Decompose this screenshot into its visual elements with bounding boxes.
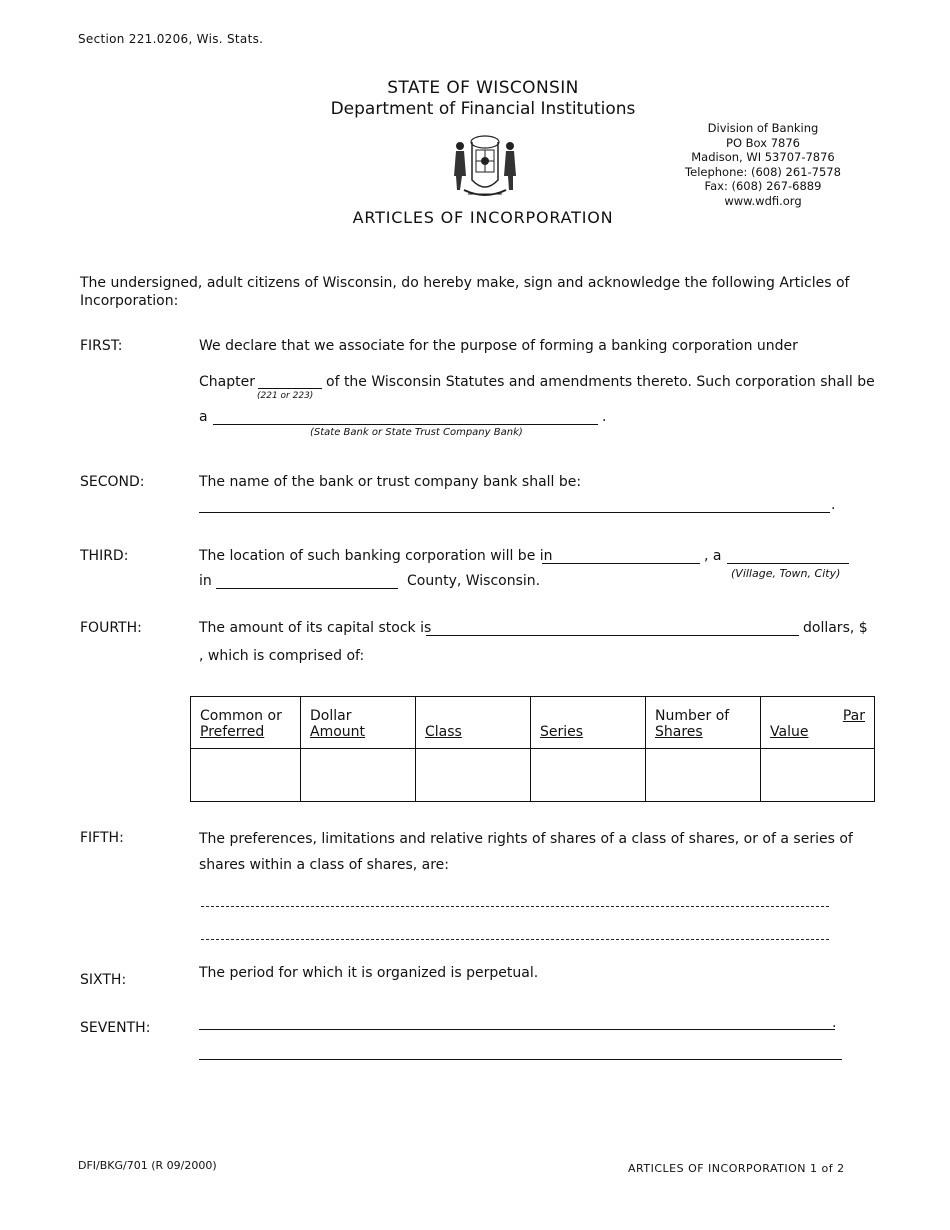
page-indicator: ARTICLES OF INCORPORATION 1 of 2 bbox=[628, 1162, 845, 1175]
second-period: . bbox=[831, 497, 836, 513]
county-text: County, Wisconsin. bbox=[407, 573, 541, 589]
preferences-field-1[interactable] bbox=[201, 906, 829, 907]
col6-line1: Par bbox=[842, 708, 865, 724]
col-par-value bbox=[761, 697, 875, 749]
location-field[interactable] bbox=[542, 563, 700, 564]
third-label: THIRD: bbox=[80, 548, 129, 564]
col-number-of-shares bbox=[646, 697, 761, 749]
statute-reference: Section 221.0206, Wis. Stats. bbox=[78, 32, 264, 46]
col1-line1: Common or bbox=[200, 708, 282, 724]
form-id: DFI/BKG/701 (R 09/2000) bbox=[78, 1159, 217, 1172]
bank-type-hint: (State Bank or State Trust Company Bank) bbox=[310, 427, 523, 438]
seventh-period: . bbox=[832, 1015, 837, 1031]
sixth-label: SIXTH: bbox=[80, 972, 127, 988]
sixth-text: The period for which it is organized is perpetual. bbox=[199, 965, 539, 981]
col2-line1: Dollar bbox=[310, 708, 352, 724]
preferences-field-2[interactable] bbox=[201, 939, 829, 940]
col5-line2: Shares bbox=[655, 724, 703, 740]
capital-stock-field[interactable] bbox=[426, 635, 799, 636]
fax: Fax: (608) 267-6889 bbox=[704, 179, 822, 193]
third-comma-a: , a bbox=[704, 548, 722, 564]
dollars-label: dollars, $ bbox=[803, 620, 868, 636]
form-title: ARTICLES OF INCORPORATION bbox=[352, 208, 614, 227]
chapter-hint: (221 or 223) bbox=[257, 391, 314, 401]
col6-line2: Value bbox=[770, 724, 809, 740]
fourth-text2: , which is comprised of: bbox=[199, 648, 365, 664]
chapter-field[interactable] bbox=[258, 388, 322, 389]
division-address bbox=[680, 121, 846, 208]
first-period: . bbox=[602, 409, 607, 425]
fourth-text: The amount of its capital stock is bbox=[199, 620, 432, 636]
telephone: Telephone: (608) 261-7578 bbox=[685, 164, 841, 179]
article-a: a bbox=[199, 409, 208, 425]
col-series bbox=[531, 697, 646, 749]
first-line2: of the Wisconsin Statutes and amendments thereto. Such corporation shall be bbox=[326, 374, 875, 390]
cell-class[interactable] bbox=[416, 749, 531, 802]
third-text: The location of such banking corporation will be in bbox=[199, 548, 553, 564]
website: www.wdfi.org bbox=[724, 193, 802, 208]
second-text: The name of the bank or trust company bank shall be: bbox=[199, 474, 582, 490]
cell-dollar-amount[interactable] bbox=[301, 749, 416, 802]
col3-label: Class bbox=[425, 724, 462, 740]
first-label: FIRST: bbox=[80, 338, 123, 354]
chapter-label: Chapter bbox=[199, 374, 255, 390]
city-line: Madison, WI 53707-7876 bbox=[691, 150, 835, 164]
col-common-preferred bbox=[191, 697, 301, 749]
col4-label: Series bbox=[540, 724, 584, 740]
fifth-label: FIFTH: bbox=[80, 830, 124, 846]
table-row[interactable] bbox=[191, 749, 875, 802]
po-box: PO Box 7876 bbox=[726, 135, 800, 150]
fourth-label: FOURTH: bbox=[80, 620, 142, 636]
cell-number-of-shares[interactable] bbox=[646, 749, 761, 802]
col-class bbox=[416, 697, 531, 749]
col5-line1: Number of bbox=[655, 708, 730, 724]
bank-type-field[interactable] bbox=[213, 424, 598, 425]
first-line1: We declare that we associate for the purpose of forming a banking corporation under bbox=[199, 338, 798, 354]
wisconsin-seal-icon bbox=[446, 124, 524, 202]
place-type-hint: (Village, Town, City) bbox=[731, 567, 841, 580]
shares-table bbox=[190, 696, 875, 802]
col-dollar-amount bbox=[301, 697, 416, 749]
place-type-field[interactable] bbox=[727, 563, 849, 564]
seventh-field-2[interactable] bbox=[199, 1059, 842, 1060]
intro-paragraph: The undersigned, adult citizens of Wisconsin, do hereby make, sign and acknowledge the following Articles of Incorporation: bbox=[80, 275, 850, 309]
third-in: in bbox=[199, 573, 212, 589]
fifth-line2: shares within a class of shares, are: bbox=[199, 857, 450, 873]
cell-par-value[interactable] bbox=[761, 749, 875, 802]
fifth-line1: The preferences, limitations and relative rights of shares of a class of shares, or of a series of bbox=[199, 831, 853, 847]
bank-name-field[interactable] bbox=[199, 512, 830, 513]
second-label: SECOND: bbox=[80, 474, 145, 490]
county-field[interactable] bbox=[216, 588, 398, 589]
division-name: Division of Banking bbox=[707, 121, 819, 135]
table-header-row bbox=[191, 697, 875, 749]
seventh-label: SEVENTH: bbox=[80, 1020, 151, 1036]
department-heading: Department of Financial Institutions bbox=[330, 99, 636, 119]
state-heading: STATE OF WISCONSIN bbox=[387, 78, 579, 98]
col2-line2: Amount bbox=[310, 724, 366, 740]
cell-common-preferred[interactable] bbox=[191, 749, 301, 802]
col1-line2: Preferred bbox=[200, 724, 265, 740]
cell-series[interactable] bbox=[531, 749, 646, 802]
seventh-field-1[interactable] bbox=[199, 1029, 835, 1030]
